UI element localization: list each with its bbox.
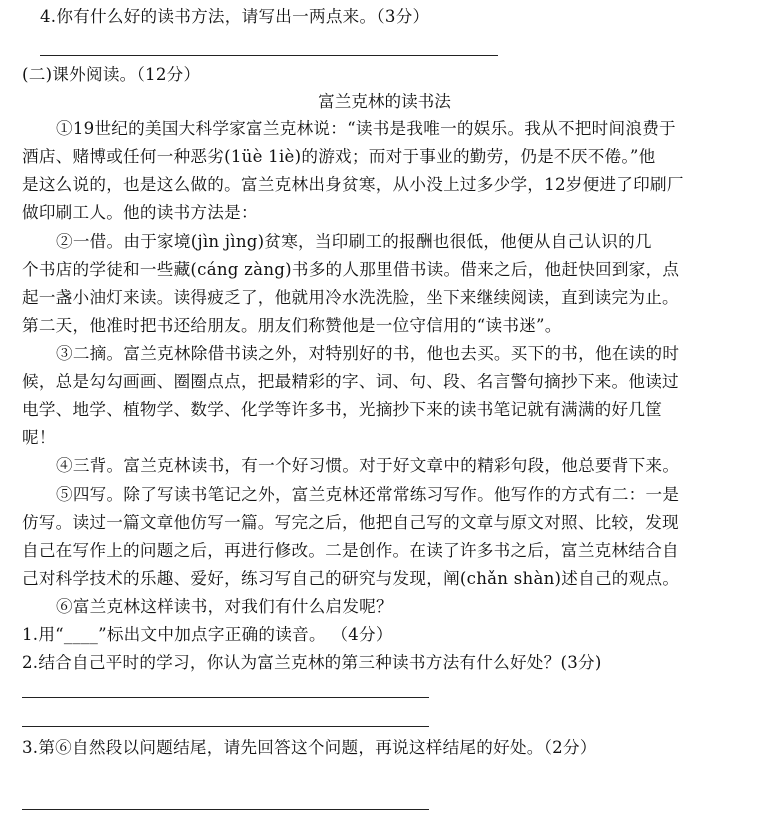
- paragraph-5-line: 仿写。读过一篇文章他仿写一篇。写完之后，他把自己写的文章与原文对照、比较，发现: [22, 513, 679, 532]
- paragraph-5-line: ⑤四写。除了写读书笔记之外，富兰克林还常常练习写作。他写作的方式有二：一是: [56, 485, 680, 504]
- paragraph-2-line: 第二天，他准时把书还给朋友。朋友们称赞他是一位守信用的“读书迷”。: [22, 316, 562, 335]
- paragraph-2-line: 个书店的学徒和一些藏(cáng zàng)书多的人那里借书读。借来之后，他赶快回到家，点: [22, 260, 680, 279]
- answer-line-q2a: [22, 697, 429, 698]
- question-1: 1.用“____”标出文中加点字正确的读音。 （4分）: [22, 625, 393, 644]
- paragraph-3-line: ③二摘。富兰克林除借书读之外，对特别好的书，他也去买。买下的书，他在读的时: [56, 344, 680, 363]
- answer-line-q4: [40, 55, 498, 56]
- paragraph-2-line: 起一盏小油灯来读。读得疲乏了，他就用冷水洗洗脸，坐下来继续阅读，直到读完为止。: [22, 288, 679, 307]
- question-2: 2.结合自己平时的学习，你认为富兰克林的第三种读书方法有什么好处？(3分): [22, 653, 602, 672]
- paragraph-3-line: 电学、地学、植物学、数学、化学等许多书，光摘抄下来的读书笔记就有满满的好几筐: [22, 400, 663, 419]
- paragraph-1-line: 做印刷工人。他的读书方法是：: [22, 203, 258, 222]
- question-3: 3.第⑥自然段以问题结尾，请先回答这个问题，再说这样结尾的好处。（2分）: [22, 738, 597, 757]
- paragraph-6-line: ⑥富兰克林这样读书，对我们有什么启发呢？: [56, 597, 393, 616]
- paragraph-1-line: 是这么说的，也是这么做的。富兰克林出身贫寒，从小没上过多少学，12岁便进了印刷厂: [22, 175, 684, 194]
- paragraph-3-line: 候，总是勾勾画画、圈圈点点，把最精彩的字、词、句、段、名言警句摘抄下来。他读过: [22, 372, 679, 391]
- paragraph-3-line: 呢！: [22, 428, 56, 447]
- paragraph-1-line: ①19世纪的美国大科学家富兰克林说：“读书是我唯一的娱乐。我从不把时间浪费于: [56, 119, 676, 138]
- paragraph-2-line: ②一借。由于家境(jìn jìng)贫寒，当印刷工的报酬也很低，他便从自己认识的几: [56, 232, 652, 251]
- paragraph-4-line: ④三背。富兰克林读书，有一个好习惯。对于好文章中的精彩句段，他总要背下来。: [56, 456, 680, 475]
- paragraph-1-line: 酒店、赌博或任何一种恶劣(1üè 1iè)的游戏；而对于事业的勤劳，仍是不厌不倦。”他: [22, 147, 656, 166]
- answer-line-q3: [22, 809, 429, 810]
- passage-title: 富兰克林的读书法: [318, 92, 451, 111]
- section-heading: (二)课外阅读。（12分）: [22, 65, 201, 84]
- question-4: 4.你有什么好的读书方法，请写出一两点来。（3分）: [40, 7, 430, 26]
- paragraph-5-line: 己对科学技术的乐趣、爱好，练习写自己的研究与发现，阐(chǎn shàn)述自己的观点。: [22, 569, 680, 588]
- paragraph-5-line: 自己在写作上的问题之后，再进行修改。二是创作。在读了许多书之后，富兰克林结合自: [22, 541, 679, 560]
- answer-line-q2b: [22, 726, 429, 727]
